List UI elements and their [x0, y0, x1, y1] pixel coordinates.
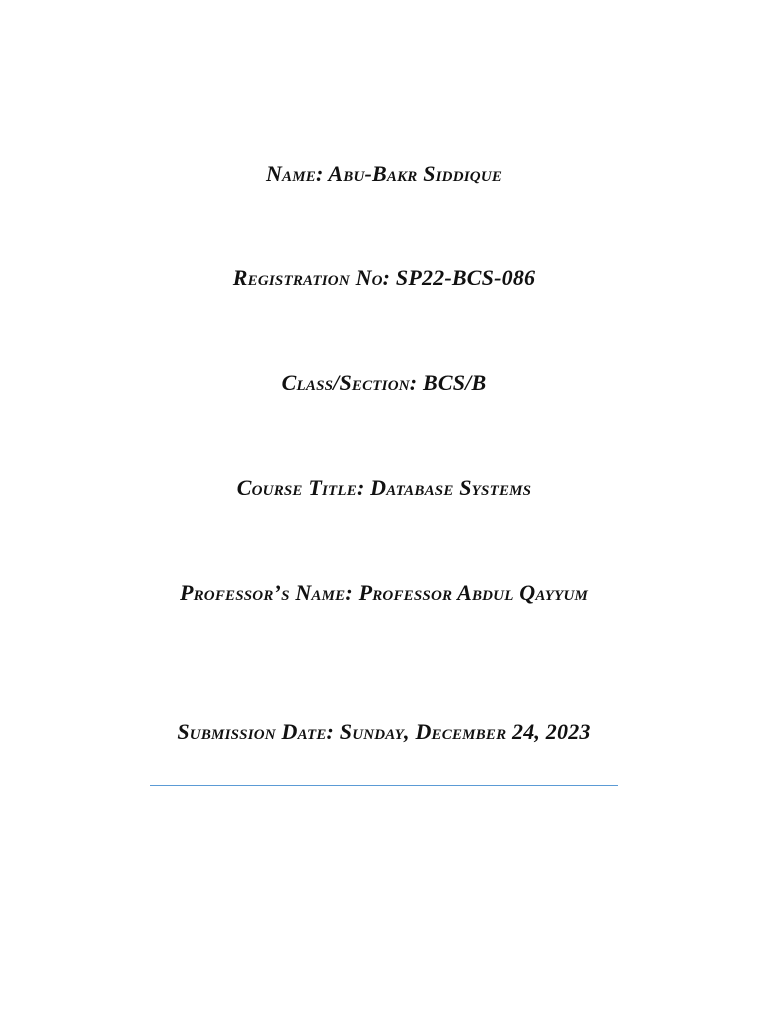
- divider-line: [150, 785, 618, 786]
- registration-number: Registration No: SP22-BCS-086: [232, 265, 536, 290]
- course-title: Course Title: Database Systems: [236, 475, 532, 500]
- professor-name: Professor’s Name: Professor Abdul Qayyum: [179, 580, 589, 605]
- class-section: Class/Section: BCS/B: [281, 370, 487, 395]
- submission-date: Submission Date: Sunday, December 24, 2023: [177, 719, 591, 744]
- student-name: Name: Abu-Bakr Siddique: [265, 161, 503, 186]
